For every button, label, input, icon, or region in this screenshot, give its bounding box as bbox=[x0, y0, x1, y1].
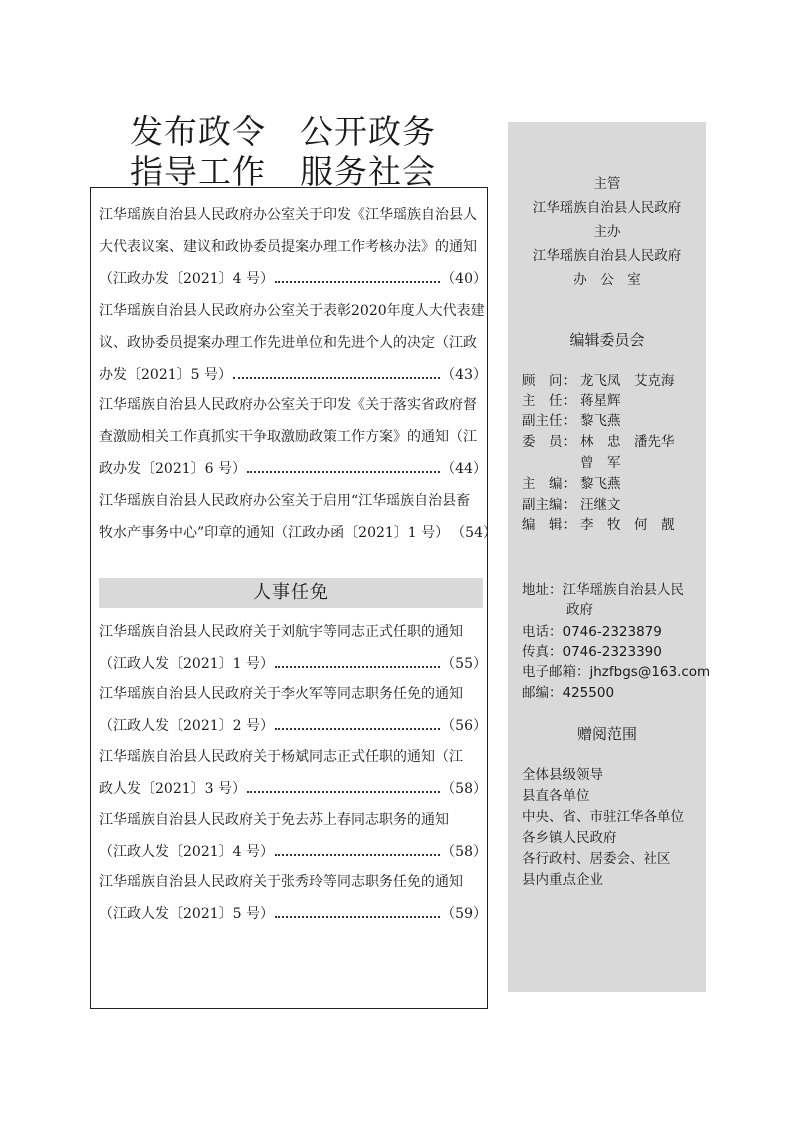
committee-row: 曾 军 bbox=[580, 455, 621, 471]
address-cont: 政府 bbox=[566, 602, 593, 618]
committee-row: 主 任： 蒋星辉 bbox=[522, 393, 621, 409]
toc-page: （44） bbox=[441, 461, 487, 477]
postcode: 邮编：425500 bbox=[522, 685, 615, 701]
committee-row: 委 员： 林 忠 潘先华 bbox=[522, 434, 675, 450]
slogan-2a: 指导工作 bbox=[130, 152, 266, 191]
toc-page: （58） bbox=[441, 781, 487, 797]
address: 地址：江华瑶族自治县人民 bbox=[522, 582, 684, 598]
committee-title: 编辑委员会 bbox=[569, 331, 645, 349]
toc-ref: （江政人发〔2021〕5 号） bbox=[99, 906, 274, 922]
distribution-item: 县内重点企业 bbox=[522, 872, 603, 888]
toc-page: （55） bbox=[441, 656, 487, 672]
distribution-item: 县直各单位 bbox=[522, 788, 590, 804]
toc-item[interactable] bbox=[99, 678, 487, 742]
toc-page: （40） bbox=[441, 271, 487, 287]
distribution-item: 中央、省、市驻江华各单位 bbox=[522, 809, 684, 825]
toc-line: 议、政协委员提案办理工作先进单位和先进个人的决定（江政 bbox=[99, 335, 477, 351]
toc-item[interactable] bbox=[99, 866, 487, 930]
toc-item[interactable] bbox=[99, 616, 487, 680]
toc-line: 江华瑶族自治县人民政府关于杨斌同志正式任职的通知（江 bbox=[99, 749, 463, 765]
distribution-item: 各乡镇人民政府 bbox=[522, 830, 617, 846]
toc-page: （56） bbox=[441, 718, 487, 734]
info-sidebar bbox=[508, 122, 711, 992]
table-of-contents bbox=[90, 187, 497, 1009]
slogan-1a: 发布政令 bbox=[130, 112, 266, 151]
toc-ref: 办发〔2021〕5 号） bbox=[99, 367, 232, 383]
slogan bbox=[130, 112, 490, 192]
fax: 传真：0746-2323390 bbox=[522, 644, 662, 660]
distribution-item: 全体县级领导 bbox=[522, 767, 603, 783]
phone: 电话：0746-2323879 bbox=[522, 624, 662, 640]
organizer-office: 办 公 室 bbox=[573, 272, 641, 288]
toc-line: 江华瑶族自治县人民政府办公室关于表彰2020年度人大代表建 bbox=[99, 303, 485, 319]
toc-line: 江华瑶族自治县人民政府关于免去苏上春同志职务的通知 bbox=[99, 812, 449, 828]
distribution-title: 赠阅范围 bbox=[576, 725, 637, 743]
committee-row: 副主任： 黎飞燕 bbox=[522, 413, 621, 429]
toc-ref: （江政办发〔2021〕4 号） bbox=[99, 271, 274, 287]
toc-ref: （江政人发〔2021〕2 号） bbox=[99, 718, 274, 734]
toc-line: 江华瑶族自治县人民政府关于李火军等同志职务任免的通知 bbox=[99, 686, 463, 702]
toc-line: 江华瑶族自治县人民政府办公室关于印发《关于落实省政府督 bbox=[99, 397, 477, 413]
toc-item[interactable] bbox=[99, 295, 487, 391]
committee-row: 顾 问： 龙飞凤 艾克海 bbox=[522, 373, 675, 389]
slogan-1b: 公开政务 bbox=[300, 112, 436, 151]
toc-page: （43） bbox=[441, 367, 487, 383]
organizer-label: 主办 bbox=[593, 224, 621, 240]
toc-page: （59） bbox=[441, 906, 487, 922]
toc-line: 江华瑶族自治县人民政府关于张秀玲等同志职务任免的通知 bbox=[99, 874, 463, 890]
toc-ref: 牧水产事务中心”印章的通知（江政办函〔2021〕1 号） bbox=[99, 525, 450, 541]
toc-item[interactable] bbox=[99, 485, 497, 549]
toc-item[interactable] bbox=[99, 199, 487, 295]
committee-row: 编 辑： 李 牧 何 靓 bbox=[522, 517, 675, 533]
sponsor-label: 主管 bbox=[593, 176, 621, 192]
distribution-item: 各行政村、居委会、社区 bbox=[522, 851, 671, 867]
committee-row: 副主编： 汪继文 bbox=[522, 497, 621, 513]
toc-line: 查激励相关工作真抓实干争取激励政策工作方案》的通知（江 bbox=[99, 429, 477, 445]
toc-page: （54） bbox=[451, 525, 497, 541]
toc-line: 江华瑶族自治县人民政府办公室关于印发《江华瑶族自治县人 bbox=[99, 207, 477, 223]
toc-item[interactable] bbox=[99, 389, 487, 485]
slogan-2b: 服务社会 bbox=[300, 152, 436, 191]
toc-ref: （江政人发〔2021〕1 号） bbox=[99, 656, 274, 672]
organizer: 江华瑶族自治县人民政府 bbox=[532, 248, 682, 264]
toc-ref: 政办发〔2021〕6 号） bbox=[99, 461, 246, 477]
toc-line: 大代表议案、建议和政协委员提案办理工作考核办法》的通知 bbox=[99, 239, 477, 255]
toc-item[interactable] bbox=[99, 804, 487, 868]
toc-ref: （江政人发〔2021〕4 号） bbox=[99, 844, 274, 860]
toc-page: （58） bbox=[441, 844, 487, 860]
toc-line: 江华瑶族自治县人民政府办公室关于启用“江华瑶族自治县畜 bbox=[99, 493, 471, 509]
committee-row: 主 编： 黎飞燕 bbox=[522, 476, 621, 492]
toc-line: 江华瑶族自治县人民政府关于刘航宇等同志正式任职的通知 bbox=[99, 624, 463, 640]
email[interactable]: 电子邮箱：jhzfbgs@163.com bbox=[522, 664, 711, 680]
sponsor: 江华瑶族自治县人民政府 bbox=[532, 200, 682, 216]
section-heading-personnel: 人事任免 bbox=[99, 578, 483, 608]
toc-item[interactable] bbox=[99, 741, 487, 805]
toc-ref: 政人发〔2021〕3 号） bbox=[99, 781, 246, 797]
